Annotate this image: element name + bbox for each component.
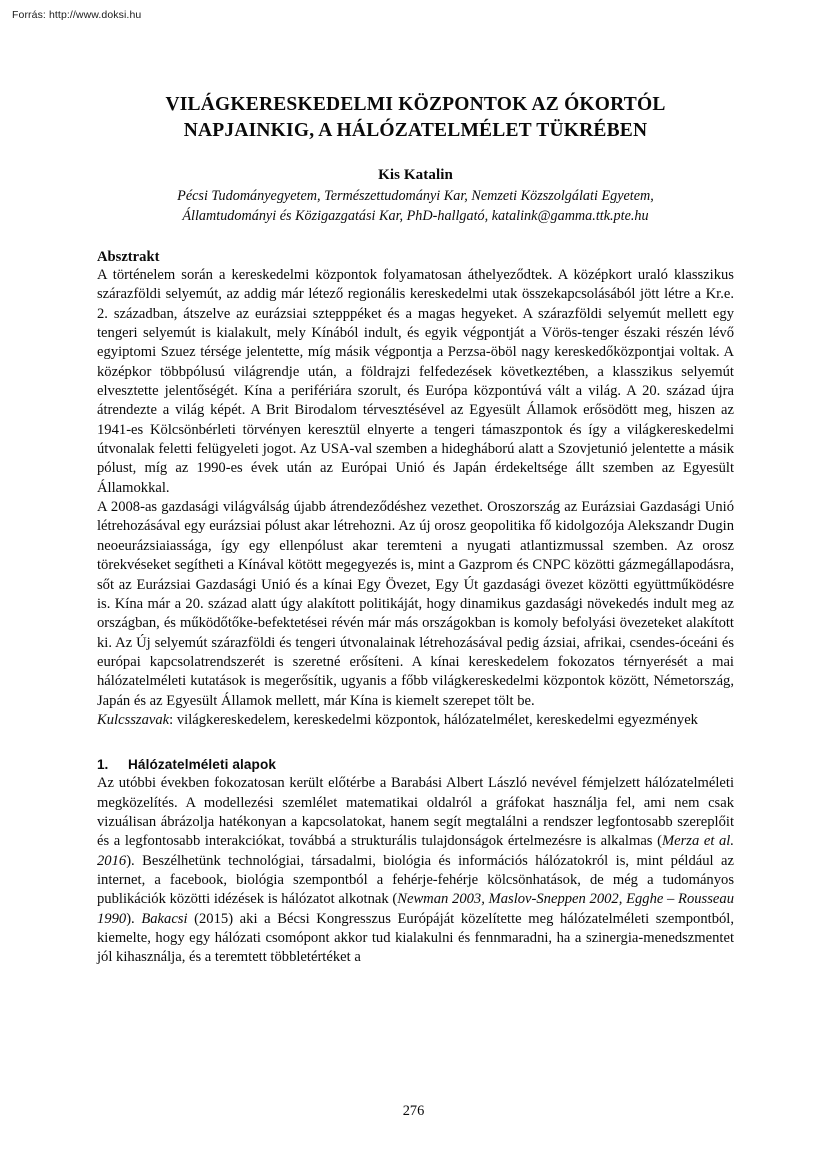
abstract-heading: Absztrakt <box>97 249 160 265</box>
affiliation-line-2: Államtudományi és Közigazgatási Kar, PhD-hallgató, katalink@gamma.ttk.pte.hu <box>182 207 649 224</box>
abstract-paragraph-2: A 2008-as gazdasági világválság újabb átrendeződéshez vezethet. Oroszország az Eurázsiai Gazdasági Unió létrehozásával egy eurázsiai pólust akar létrehozni. Az új orosz geopolitika fő kidolgozója Alekszandr Dugin neoeurázsiaiassága, így egy ellenpólust akar teremteni a nyugati atlantizmussal szemben. Az orosz törekvéseket segítheti a Kínával kötött megegyezés is, mint a Gazprom és CNPC közötti gázmegállapodásra, sőt az Eurázsiai Gazdasági Unió és a kínai Egy Övezet, Egy Út gazdasági övezet közötti együttműködésre is. Kína már a 20. század alatt úgy alakított politikáját, hogy dinamikus gazdasági növekedés indult meg az országban, és működőtőke-befektetései révén már más országokban is komoly befolyási övezeteket alakított ki. Az Új selyemút szárazföldi és tengeri útvonalainak létrehozásával pedig ázsiai, afrikai, csendes-óceáni és európai kapcsolatrendszerét is szeretné erősíteni. A kínai kereskedelem fokozatos térnyerését a mai hálózatelméleti kutatások is megerősítik, ugyanis a főbb világkereskedelmi központok között, Németország, Japán és az Egyesült Államok mellett, már Kína is kiemelt szerepet tölt be. <box>97 499 734 709</box>
section-1-text-part-2: ). Beszélhetünk technológiai, társadalmi, biológia és információs hálózatokról is, mint például az internet, a facebook, biológia szempontból a fehérje-fehérje kölcsönhatások, de még a tudományos publikációk közötti idézések is hálózatot alkotnak ( <box>97 852 734 908</box>
citation-merza: Merza et al. 2016 <box>97 833 734 869</box>
section-heading-1 <box>97 756 734 774</box>
page-number: 276 <box>402 1103 425 1119</box>
author-affiliation <box>97 187 734 226</box>
abstract-paragraph-1: A történelem során a kereskedelmi központok folyamatosan áthelyeződtek. A középkort uraló klasszikus szárazföldi selyemút, az addig már létező regionális kereskedelmi utak összekapcsolásából jött létre a Kr.e. 2. században, átszelve az eurázsiai sztepppéket és a magas hegyeket. A szárazföldi selyemút mellett egy tengeri selyemút is kialakult, mely Kínából indult, és egyik végpontját a Vörös-tenger északi részén lévő egyiptomi Szuez térsége jelentette, míg másik végpontja a Perzsa-öböl nagy kereskedőközpontjai voltak. A középkor többpólusú világrendje után, a földrajzi felfedezések következtében, a klasszikus selyemút elvesztette jelentőségét. Kína a perifériára szorult, és Európa központúvá vált a világ. A 20. század újra átrendezte a világ képét. A Brit Birodalom térvesztésével az Egyesült Államok erősödött meg, hiszen az 1941-es Kölcsönbérleti törvényen keresztül elnyerte a tengeri támaszpontok és így a világkereskedelmi útvonalak feletti felügyeleti jogot. Az USA-val szemben a hidegháború alatt a Szovjetunió jelentette a másik pólust, míg az 1990-es évek után az Európai Unió és Japán érdekeltsége állt szemben az Egyesült Államokkal. <box>97 267 734 496</box>
section-number: 1. <box>97 757 109 773</box>
title-line-1: VILÁGKERESKEDELMI KÖZPONTOK AZ ÓKORTÓL <box>165 94 666 115</box>
affiliation-line-1: Pécsi Tudományegyetem, Természettudományi Kar, Nemzeti Közszolgálati Egyetem, <box>177 188 654 204</box>
section-1-text-part-1: Az utóbbi években fokozatosan került előtérbe a Barabási Albert László nevével fémjelzett hálózatelméleti megközelítés. A modellezési szemlélet matematikai oldalról a gráfokat használja fel, ami nem csak vizuálisan ábrázolja hatékonyan a kapcsolatokat, hanem segít megtalálni a rendszer legfontosabb szereplőit és a legfontosabb interakciókat, továbbá a strukturális tulajdonságok értelmezésre is alkalmas ( <box>97 775 734 850</box>
title-line-2: NAPJAINKIG, A HÁLÓZATELMÉLET TÜKRÉBEN <box>183 120 648 141</box>
section-1-paragraph-1 <box>97 774 734 967</box>
page-content <box>97 92 734 968</box>
keywords-separator: : <box>169 711 177 728</box>
author-block <box>97 165 734 226</box>
source-url-text: Forrás: http://www.doksi.hu <box>12 9 142 21</box>
keywords-label: Kulcsszavak <box>97 711 170 728</box>
section-1-text-part-3: ). <box>126 910 142 927</box>
author-name: Kis Katalin <box>378 167 453 183</box>
citation-bakacsi: Bakacsi <box>141 910 188 927</box>
page-title <box>97 92 734 144</box>
section-1-text-part-4: (2015) aki a Bécsi Kongresszus Európáját közelítette meg hálózatelméleti szempontból, kiemelte, hogy egy hálózati csomópont akkor tud kialakulni és fennmaradni, ha a szinergia-menedszmentet jól kihasználja, és a teremtett többletértéket a <box>97 910 734 966</box>
citation-newman-maslov-egghe: Newman 2003, Maslov-Sneppen 2002, Egghe – Rousseau 1990 <box>97 891 734 927</box>
source-watermark-bar <box>0 0 827 22</box>
keywords-line <box>97 711 734 730</box>
keywords-value: világkereskedelem, kereskedelmi központok, hálózatelmélet, kereskedelmi egyezmények <box>176 711 698 728</box>
section-title: Hálózatelméleti alapok <box>128 757 277 773</box>
